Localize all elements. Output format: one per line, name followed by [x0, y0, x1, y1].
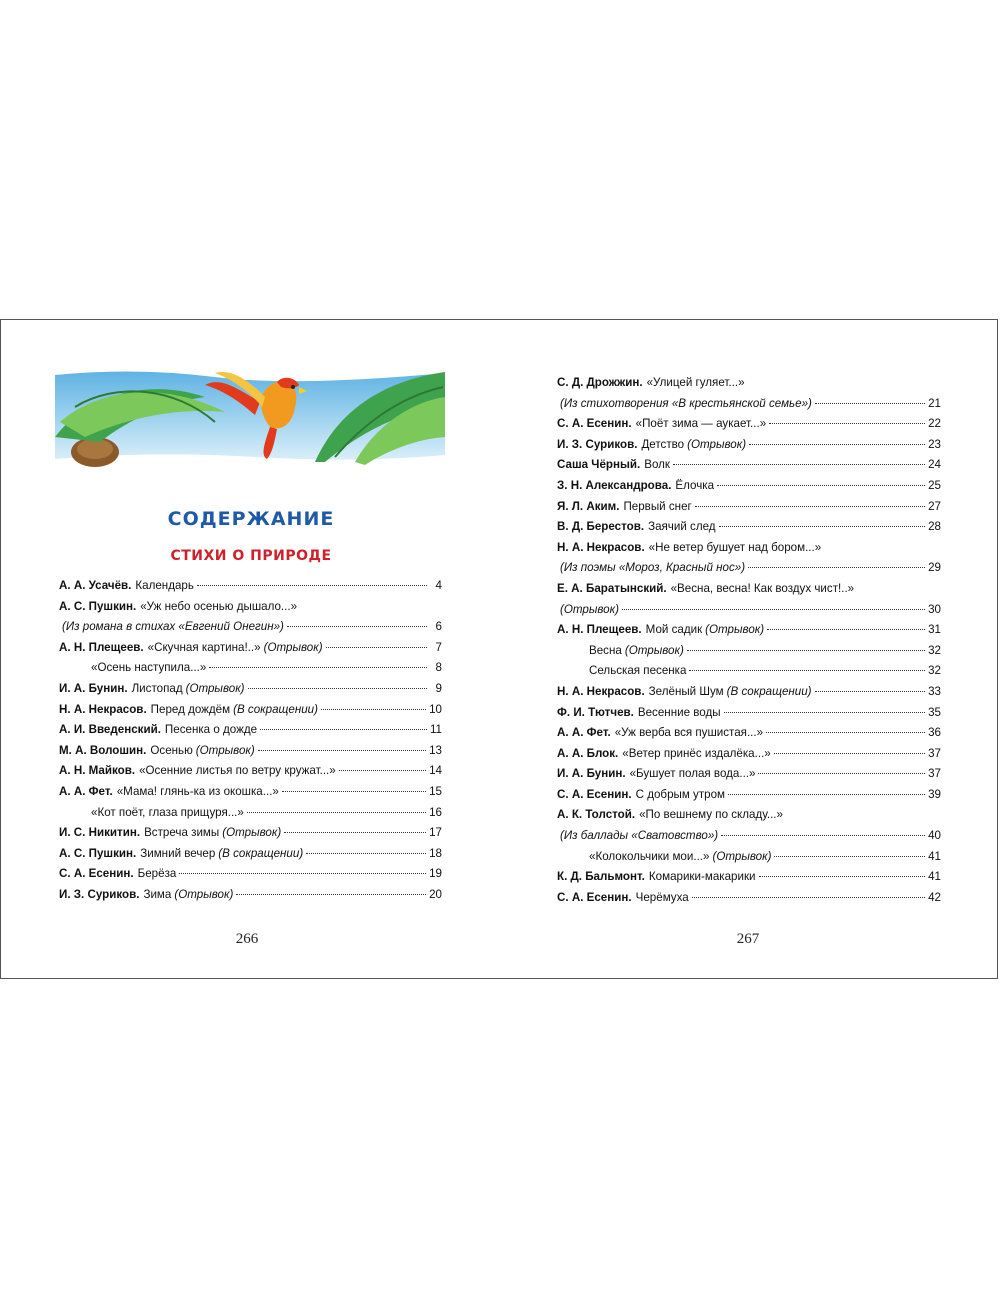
dot-leader	[815, 403, 925, 404]
toc-page-number: 10	[429, 702, 442, 716]
toc-poem-title: Зелёный Шум	[648, 684, 724, 698]
toc-poem-title: «Скучная картина!..»	[147, 640, 261, 654]
dot-leader	[260, 729, 427, 730]
toc-page-number: 9	[435, 681, 442, 695]
toc-entry	[59, 864, 442, 885]
toc-author: А. Н. Майков.	[59, 764, 136, 778]
toc-poem-title: Первый снег	[623, 499, 692, 513]
dot-leader	[687, 650, 925, 651]
toc-poem-title: Ёлочка	[675, 478, 715, 492]
dot-leader	[673, 464, 925, 465]
dot-leader	[284, 832, 426, 833]
toc-page-number: 14	[429, 764, 442, 778]
toc-page-number: 27	[928, 499, 941, 513]
toc-author: А. А. Фет.	[59, 784, 113, 798]
dot-leader	[759, 876, 926, 877]
toc-poem-title: Перед дождём	[150, 702, 231, 716]
toc-poem-title: Весна	[589, 643, 622, 657]
toc-entry	[59, 885, 442, 906]
toc-poem-title: «Колокольчики мои...»	[589, 849, 710, 863]
toc-poem-title: Заячий след	[648, 520, 716, 534]
toc-list-right	[557, 373, 941, 908]
toc-page-number: 25	[928, 478, 941, 492]
toc-page-number: 20	[429, 887, 442, 901]
toc-entry	[557, 764, 941, 785]
toc-entry	[557, 497, 941, 518]
toc-author: А. А. Блок.	[557, 746, 619, 760]
toc-poem-title: «Не ветер бушует над бором...»	[648, 540, 822, 554]
dot-leader	[209, 667, 427, 668]
dot-leader	[766, 732, 925, 733]
toc-entry	[557, 661, 941, 682]
section-heading: СТИХИ О ПРИРОДЕ	[170, 548, 332, 564]
dot-leader	[774, 753, 925, 754]
toc-author: Н. А. Некрасов.	[557, 684, 645, 698]
toc-author: А. Н. Плещеев.	[557, 623, 642, 637]
dot-leader	[321, 709, 426, 710]
toc-author: С. Д. Дрожжин.	[557, 376, 643, 389]
toc-note: (В сокращении)	[233, 702, 318, 716]
toc-entry	[557, 888, 941, 909]
dot-leader	[306, 853, 426, 854]
dot-leader	[758, 773, 925, 774]
dot-leader	[258, 750, 426, 751]
toc-page-number: 8	[435, 661, 442, 675]
toc-page-number: 39	[928, 787, 941, 801]
toc-page-number: 30	[928, 602, 941, 616]
toc-author: А. К. Толстой.	[557, 808, 636, 822]
toc-page-number: 17	[429, 826, 442, 840]
dot-leader	[774, 856, 925, 857]
toc-entry	[557, 394, 941, 415]
toc-page-number: 41	[928, 870, 941, 884]
toc-entry	[557, 805, 941, 826]
toc-page-number: 28	[928, 520, 941, 534]
toc-page-number: 6	[435, 620, 442, 634]
dot-leader	[689, 670, 925, 671]
toc-author: И. З. Суриков.	[557, 437, 638, 451]
toc-poem-title: Комарики-макарики	[648, 870, 756, 884]
toc-poem-title: «Улицей гуляет...»	[646, 376, 745, 389]
toc-entry	[557, 847, 941, 868]
toc-page-number: 35	[928, 705, 941, 719]
toc-note: (Из поэмы «Мороз, Красный нос»)	[560, 561, 746, 575]
toc-author: С. А. Есенин.	[557, 787, 632, 801]
toc-entry	[59, 597, 442, 618]
toc-author: Н. А. Некрасов.	[557, 540, 645, 554]
toc-author: З. Н. Александрова.	[557, 478, 672, 492]
toc-author: Саша Чёрный.	[557, 458, 641, 472]
toc-poem-title: «Кот поёт, глаза прищуря...»	[91, 805, 244, 819]
toc-entry	[557, 558, 941, 579]
toc-entry	[557, 682, 941, 703]
toc-page-number: 11	[429, 723, 442, 737]
toc-author: В. Д. Берестов.	[557, 520, 645, 534]
dot-leader	[179, 873, 426, 874]
left-page	[1, 320, 501, 978]
dot-leader	[767, 629, 925, 630]
toc-entry	[59, 658, 442, 679]
toc-author: С. А. Есенин.	[557, 890, 632, 904]
toc-page-number: 19	[429, 867, 442, 881]
toc-entry	[557, 744, 941, 765]
toc-entry	[557, 435, 941, 456]
toc-poem-title: Листопад	[131, 681, 183, 695]
toc-note: (Отрывок)	[687, 437, 747, 451]
dot-leader	[717, 485, 925, 486]
toc-page-number: 18	[429, 846, 442, 860]
toc-author: М. А. Волошин.	[59, 743, 147, 757]
toc-poem-title: «Бушует полая вода...»	[629, 767, 756, 781]
dot-leader	[724, 712, 926, 713]
toc-author: С. А. Есенин.	[557, 417, 632, 431]
toc-poem-title: «По вешнему по складу...»	[639, 808, 783, 822]
toc-author: К. Д. Бальмонт.	[557, 870, 645, 884]
toc-title: СОДЕРЖАНИЕ	[167, 508, 335, 530]
dot-leader	[248, 688, 427, 689]
toc-page-number: 36	[928, 726, 941, 740]
dot-leader	[719, 526, 926, 527]
toc-author: И. З. Суриков.	[59, 887, 140, 901]
toc-entry	[59, 761, 442, 782]
toc-author: И. С. Никитин.	[59, 826, 141, 840]
toc-poem-title: «Ветер принёс издалёка...»	[622, 746, 771, 760]
toc-note: (Отрывок)	[174, 887, 234, 901]
toc-entry	[557, 414, 941, 435]
toc-author: Ф. И. Тютчев.	[557, 705, 634, 719]
toc-poem-title: «Уж небо осенью дышало...»	[140, 599, 298, 613]
toc-poem-title: Зимний вечер	[140, 846, 216, 860]
toc-note: (Отрывок)	[560, 602, 619, 616]
toc-page-number: 41	[928, 849, 941, 863]
dot-leader	[622, 609, 925, 610]
toc-author: Н. А. Некрасов.	[59, 702, 147, 716]
toc-entry	[59, 617, 442, 638]
toc-page-number: 21	[928, 396, 941, 410]
toc-page-number: 33	[928, 684, 941, 698]
toc-poem-title: Встреча зимы	[144, 826, 220, 840]
toc-page-number: 29	[928, 561, 941, 575]
dot-leader	[287, 626, 427, 627]
toc-entry	[557, 579, 941, 600]
dot-leader	[749, 444, 925, 445]
toc-poem-title: Песенка о дожде	[164, 723, 258, 737]
toc-author: А. С. Пушкин.	[59, 846, 137, 860]
toc-author: С. А. Есенин.	[59, 867, 134, 881]
toc-entry	[557, 600, 941, 621]
toc-entry	[557, 538, 941, 559]
toc-poem-title: «Мама! глянь-ка из окошка...»	[116, 784, 279, 798]
toc-page-number: 37	[928, 767, 941, 781]
parrot-illustration	[55, 367, 445, 467]
dot-leader	[815, 691, 926, 692]
toc-entry	[59, 700, 442, 721]
toc-page-number: 37	[928, 746, 941, 760]
toc-author: И. А. Бунин.	[557, 767, 626, 781]
page-number-right: 267	[736, 931, 760, 947]
toc-poem-title: «Осенние листья по ветру кружат...»	[139, 764, 336, 778]
toc-note: (Отрывок)	[705, 623, 765, 637]
toc-author: А. А. Усачёв.	[59, 579, 132, 592]
toc-poem-title: Волк	[644, 458, 670, 472]
toc-note: (Отрывок)	[624, 643, 684, 657]
toc-poem-title: Осенью	[150, 743, 193, 757]
toc-page-number: 42	[928, 890, 941, 904]
toc-page-number: 32	[928, 643, 941, 657]
toc-page-number: 4	[435, 579, 442, 592]
toc-page-number: 7	[435, 640, 442, 654]
toc-entry	[59, 803, 442, 824]
toc-page-number: 40	[928, 829, 941, 843]
toc-entry	[59, 823, 442, 844]
toc-poem-title: Черёмуха	[635, 890, 689, 904]
toc-entry	[557, 641, 941, 662]
toc-page-number: 24	[928, 458, 941, 472]
toc-entry	[557, 517, 941, 538]
toc-entry	[557, 620, 941, 641]
toc-entry	[59, 720, 442, 741]
toc-poem-title: С добрым утром	[635, 787, 726, 801]
toc-page-number: 22	[928, 417, 941, 431]
toc-poem-title: Сельская песенка	[589, 664, 687, 678]
toc-page-number: 16	[429, 805, 442, 819]
toc-entry	[557, 723, 941, 744]
dot-leader	[692, 897, 925, 898]
toc-note: (Отрывок)	[222, 826, 282, 840]
toc-entry	[557, 476, 941, 497]
dot-leader	[695, 506, 925, 507]
toc-entry	[59, 782, 442, 803]
dot-leader	[721, 835, 925, 836]
toc-list-left	[59, 576, 442, 906]
toc-entry	[557, 455, 941, 476]
toc-page-number: 15	[429, 784, 442, 798]
toc-note: (В сокращении)	[726, 684, 812, 698]
toc-entry	[59, 576, 442, 597]
toc-entry	[557, 867, 941, 888]
dot-leader	[728, 794, 925, 795]
toc-entry	[557, 373, 941, 394]
dot-leader	[769, 423, 925, 424]
toc-author: А. С. Пушкин.	[59, 599, 137, 613]
dot-leader	[247, 812, 426, 813]
toc-poem-title: Детство	[641, 437, 685, 451]
toc-author: А. А. Фет.	[557, 726, 611, 740]
toc-poem-title: «Весна, весна! Как воздух чист!..»	[670, 581, 855, 595]
book-spread	[0, 319, 998, 979]
toc-note: (Из стихотворения «В крестьянской семье»)	[560, 396, 812, 410]
toc-page-number: 13	[429, 743, 442, 757]
toc-author: И. А. Бунин.	[59, 681, 128, 695]
toc-poem-title: «Поёт зима — аукает...»	[635, 417, 767, 431]
toc-note: (В сокращении)	[218, 846, 304, 860]
toc-poem-title: «Осень наступила...»	[91, 661, 207, 675]
toc-note: (Отрывок)	[712, 849, 772, 863]
dot-leader	[236, 894, 426, 895]
toc-entry	[59, 844, 442, 865]
toc-note: (Из баллады «Сватовство»)	[560, 829, 719, 843]
toc-entry	[59, 741, 442, 762]
toc-poem-title: Календарь	[135, 579, 194, 592]
toc-page-number: 32	[928, 664, 941, 678]
toc-poem-title: Мой садик	[645, 623, 703, 637]
right-page	[501, 320, 999, 978]
toc-page-number: 31	[928, 623, 941, 637]
dot-leader	[339, 770, 426, 771]
toc-entry	[59, 638, 442, 659]
dot-leader	[197, 585, 427, 586]
toc-author: А. Н. Плещеев.	[59, 640, 144, 654]
toc-entry	[557, 826, 941, 847]
toc-page-number: 23	[928, 437, 941, 451]
toc-entry	[557, 703, 941, 724]
dot-leader	[748, 567, 925, 568]
toc-note: (Отрывок)	[185, 681, 245, 695]
toc-entry	[59, 679, 442, 700]
toc-author: А. И. Введенский.	[59, 723, 161, 737]
page-number-left: 266	[235, 931, 259, 947]
dot-leader	[282, 791, 426, 792]
toc-poem-title: Зима	[143, 887, 172, 901]
toc-poem-title: Весенние воды	[637, 705, 721, 719]
toc-entry	[557, 785, 941, 806]
toc-poem-title: «Уж верба вся пушистая...»	[614, 726, 764, 740]
toc-note: (Из романа в стихах «Евгений Онегин»)	[62, 620, 284, 634]
toc-poem-title: Берёза	[137, 867, 177, 881]
toc-author: Я. Л. Аким.	[557, 499, 620, 513]
toc-note: (Отрывок)	[195, 743, 255, 757]
toc-note: (Отрывок)	[263, 640, 323, 654]
dot-leader	[326, 647, 427, 648]
toc-author: Е. А. Баратынский.	[557, 581, 667, 595]
